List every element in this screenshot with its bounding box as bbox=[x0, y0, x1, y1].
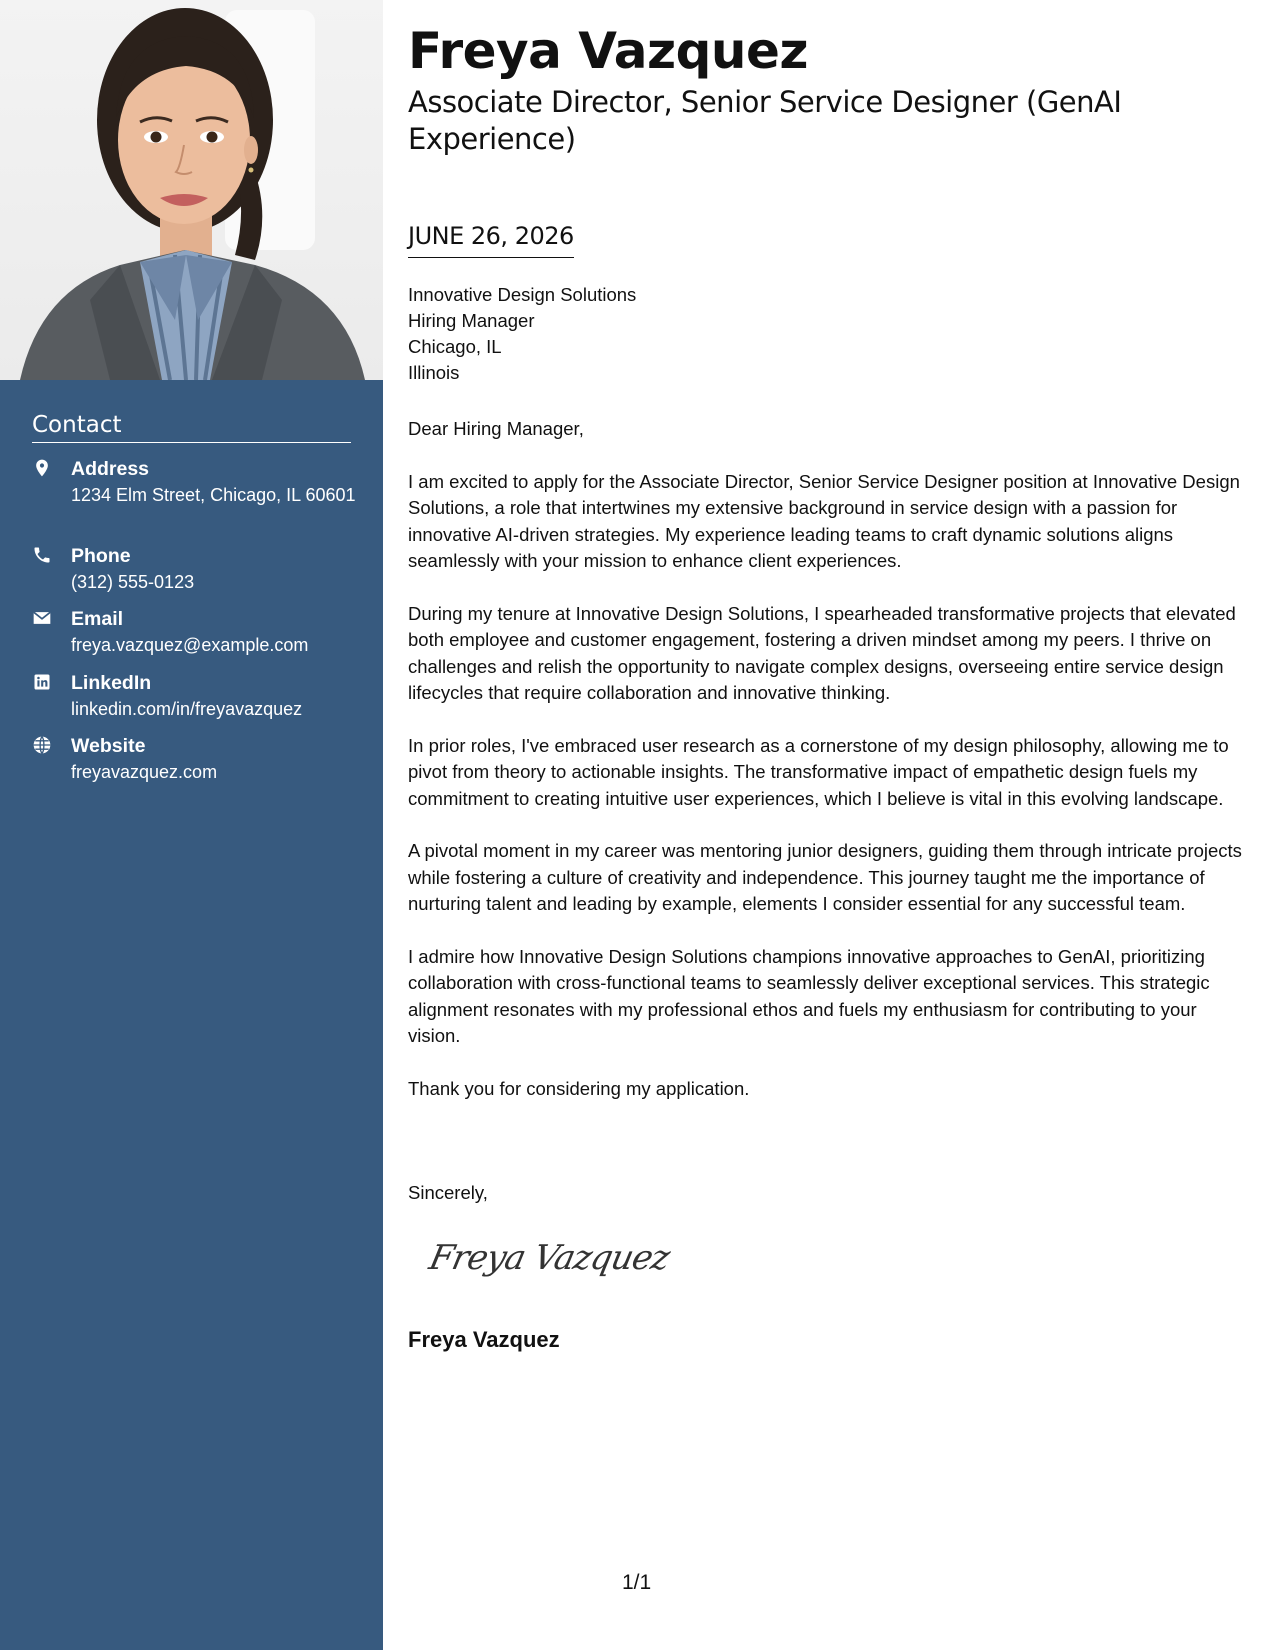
website-value[interactable]: freyavazquez.com bbox=[71, 762, 218, 782]
paragraph: Thank you for considering my application. bbox=[408, 1077, 750, 1099]
profile-photo bbox=[0, 0, 383, 380]
recipient-state: Illinois bbox=[408, 362, 460, 383]
recipient-title: Hiring Manager bbox=[408, 310, 535, 331]
paragraph: I am excited to apply for the Associate Director, Senior Service Designer position at Innovative Design Solutions, a role that intertwines my extensive background in service design with a passion for innovative AI-driven strategies. My experience leading teams to craft dynamic solutions aligns seamlessly with your mission to enhance client experiences. bbox=[408, 470, 1240, 571]
contact-label: Website bbox=[71, 735, 146, 757]
contact-label: Phone bbox=[71, 545, 131, 567]
signer-name: Freya Vazquez bbox=[408, 1327, 560, 1352]
email-value[interactable]: freya.vazquez@example.com bbox=[71, 635, 309, 655]
job-title: Associate Director, Senior Service Designer (GenAI Experience) bbox=[408, 85, 1122, 156]
paragraph: In prior roles, I've embraced user research as a cornerstone of my design philosophy, allowing me to pivot from theory to actionable insights. The transformative impact of empathetic design fuels my commitment to creating intuitive user experiences, which I believe is vital in this evolving landscape. bbox=[408, 734, 1229, 809]
paragraph: A pivotal moment in my career was mentoring junior designers, guiding them through intricate projects while fostering a culture of creativity and independence. This journey taught me the importance of nurturing talent and leading by example, elements I consider essential for any successful team. bbox=[408, 840, 1242, 914]
address-value: 1234 Elm Street, Chicago, IL 60601 bbox=[71, 485, 356, 505]
phone-value: (312) 555-0123 bbox=[71, 572, 195, 592]
letter-date: JUNE 26, 2026 bbox=[408, 222, 574, 258]
linkedin-value[interactable]: linkedin.com/in/freyavazquez bbox=[71, 699, 303, 719]
salutation: Dear Hiring Manager, bbox=[408, 418, 584, 439]
paragraph: I admire how Innovative Design Solutions champions innovative approaches to GenAI, prioritizing collaboration with cross-functional teams to seamlessly deliver exceptional services. This strategic alignment resonates with my professional ethos and fuels my enthusiasm for contributing to your vision. bbox=[408, 945, 1210, 1046]
phone-icon bbox=[32, 545, 58, 571]
contact-heading: Contact bbox=[32, 412, 351, 443]
paragraph: During my tenure at Innovative Design Solutions, I spearheaded transformative projects that elevated both employee and customer engagement, fostering a driven mindset among my peers. I thrive on challenges and relish the opportunity to navigate complex designs, overseeing entire service design lifecycles that require collaboration and innovative thinking. bbox=[408, 602, 1236, 703]
recipient-block bbox=[408, 282, 636, 386]
recipient-city: Chicago, IL bbox=[408, 336, 502, 357]
envelope-icon bbox=[32, 608, 58, 634]
handwritten-signature: Freya Vazquez bbox=[425, 1238, 673, 1278]
closing: Sincerely, bbox=[408, 1182, 488, 1203]
recipient-company: Innovative Design Solutions bbox=[408, 284, 637, 305]
contact-label: Email bbox=[71, 608, 124, 630]
contact-label: LinkedIn bbox=[71, 672, 152, 694]
letter-body bbox=[408, 416, 1253, 1128]
globe-icon bbox=[32, 735, 58, 761]
location-pin-icon bbox=[32, 458, 58, 484]
page-number: 1/1 bbox=[622, 1571, 652, 1594]
contact-label: Address bbox=[71, 458, 150, 480]
sidebar bbox=[0, 0, 383, 1650]
linkedin-icon bbox=[32, 672, 58, 698]
applicant-name: Freya Vazquez bbox=[408, 22, 808, 80]
